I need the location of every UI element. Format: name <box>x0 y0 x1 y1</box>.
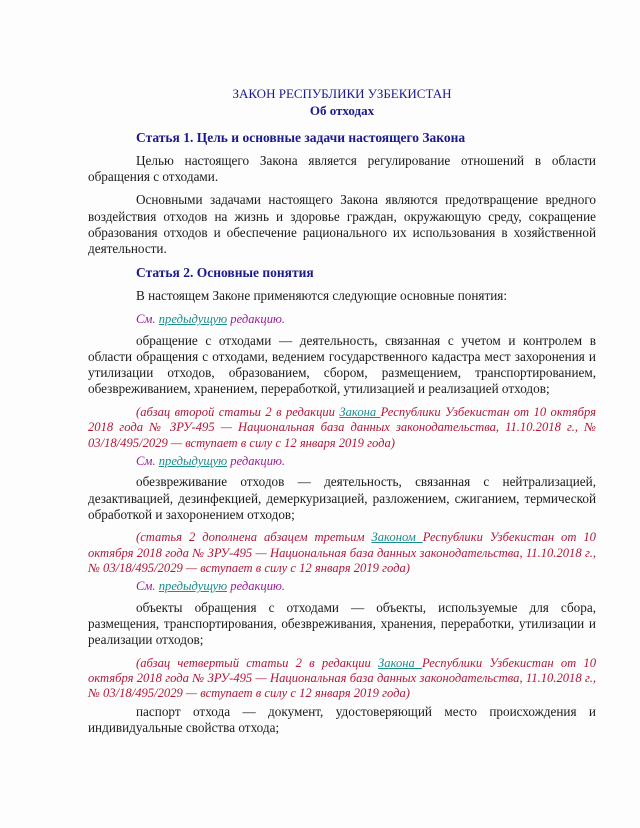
prev-prefix: См. <box>136 453 156 468</box>
law-link-1[interactable]: Закона <box>339 404 381 419</box>
law-title: ЗАКОН РЕСПУБЛИКИ УЗБЕКИСТАН <box>232 86 452 101</box>
prev-suffix: редакцию. <box>230 312 286 327</box>
previous-edition-link-1[interactable]: предыдущую <box>158 312 228 327</box>
definition-neutralization: обезвреживание отходов — деятельность, связанная с нейтрализацией, дезактивацией, дезинфекцией, демеркуризацией, разложением, сжиганием, термической обработкой и захоронением отходов; <box>88 474 596 522</box>
amendment-note-1 <box>88 405 596 451</box>
amendment-note-3 <box>88 656 596 702</box>
previous-edition-note-2 <box>136 453 596 469</box>
prev-prefix: См. <box>136 312 156 327</box>
law-subtitle: Об отходах <box>309 103 375 119</box>
article-2-intro: В настоящем Законе применяются следующие основные понятия: <box>136 287 508 303</box>
prev-suffix: редакцию. <box>230 579 286 594</box>
note-text: Республики Узбекистан от 10 октября 2018 года № ЗРУ-495 — Национальная база данных законодательства, 11.10.2018 г., № 03/18/495/2029 — вступает в силу с 12 января 2019 года) <box>88 530 596 575</box>
previous-edition-link-2[interactable]: предыдущую <box>158 453 228 468</box>
article-1-heading: Статья 1. Цель и основные задачи настоящего Закона <box>136 129 466 145</box>
law-link-2[interactable]: Законом <box>371 530 423 545</box>
note-text: (абзац второй статьи 2 в редакции <box>136 404 340 419</box>
definition-waste-handling: обращение с отходами — деятельность, связанная с учетом и контролем в области обращения с отходами, ведением государственного кадастра мест захоронения и утилизации отходов, образованием, сбором, размещением, транспортированием, обезвреживанием, хранением, переработкой, утилизацией и реализацией отходов; <box>88 332 596 397</box>
article-1-paragraph-1: Целью настоящего Закона является регулирование отношений в области обращения с отходами. <box>88 152 596 185</box>
amendment-note-2 <box>88 530 596 576</box>
article-1-paragraph-2: Основными задачами настоящего Закона являются предотвращение вредного воздействия отходов на жизнь и здоровье граждан, окружающую среду, сокращение образования отходов и обеспечение рационального их использования в хозяйственной деятельности. <box>88 192 596 257</box>
previous-edition-link-3[interactable]: предыдущую <box>158 579 228 594</box>
previous-edition-note-1 <box>136 311 596 327</box>
note-text: Республики Узбекистан от 10 октября 2018 года № ЗРУ-495 — Национальная база данных законодательства, 11.10.2018 г., № 03/18/495/2029 — вступает в силу с 12 января 2019 года) <box>88 655 596 701</box>
previous-edition-note-3 <box>136 578 596 594</box>
article-2-heading: Статья 2. Основные понятия <box>136 264 314 280</box>
note-text: (абзац четвертый статьи 2 в редакции <box>136 655 379 670</box>
definition-waste-passport: паспорт отхода — документ, удостоверяющий место происхождения и индивидуальные свойства отхода; <box>88 703 596 736</box>
document-page <box>88 86 596 743</box>
note-text: Республики Узбекистан от 10 октября 2018 года № ЗРУ-495 — Национальная база данных законодательства, 11.10.2018 г., № 03/18/495/2029 — вступает в силу с 12 января 2019 года) <box>88 404 596 450</box>
note-text: (статья 2 дополнена абзацем третьим <box>136 530 372 545</box>
definition-waste-facilities: объекты обращения с отходами — объекты, используемые для сбора, размещения, транспортирования, обезвреживания, хранения, переработки, утилизации и реализации отходов; <box>88 599 596 648</box>
prev-suffix: редакцию. <box>230 453 286 468</box>
prev-prefix: См. <box>136 579 156 594</box>
law-link-3[interactable]: Закона <box>378 655 423 670</box>
